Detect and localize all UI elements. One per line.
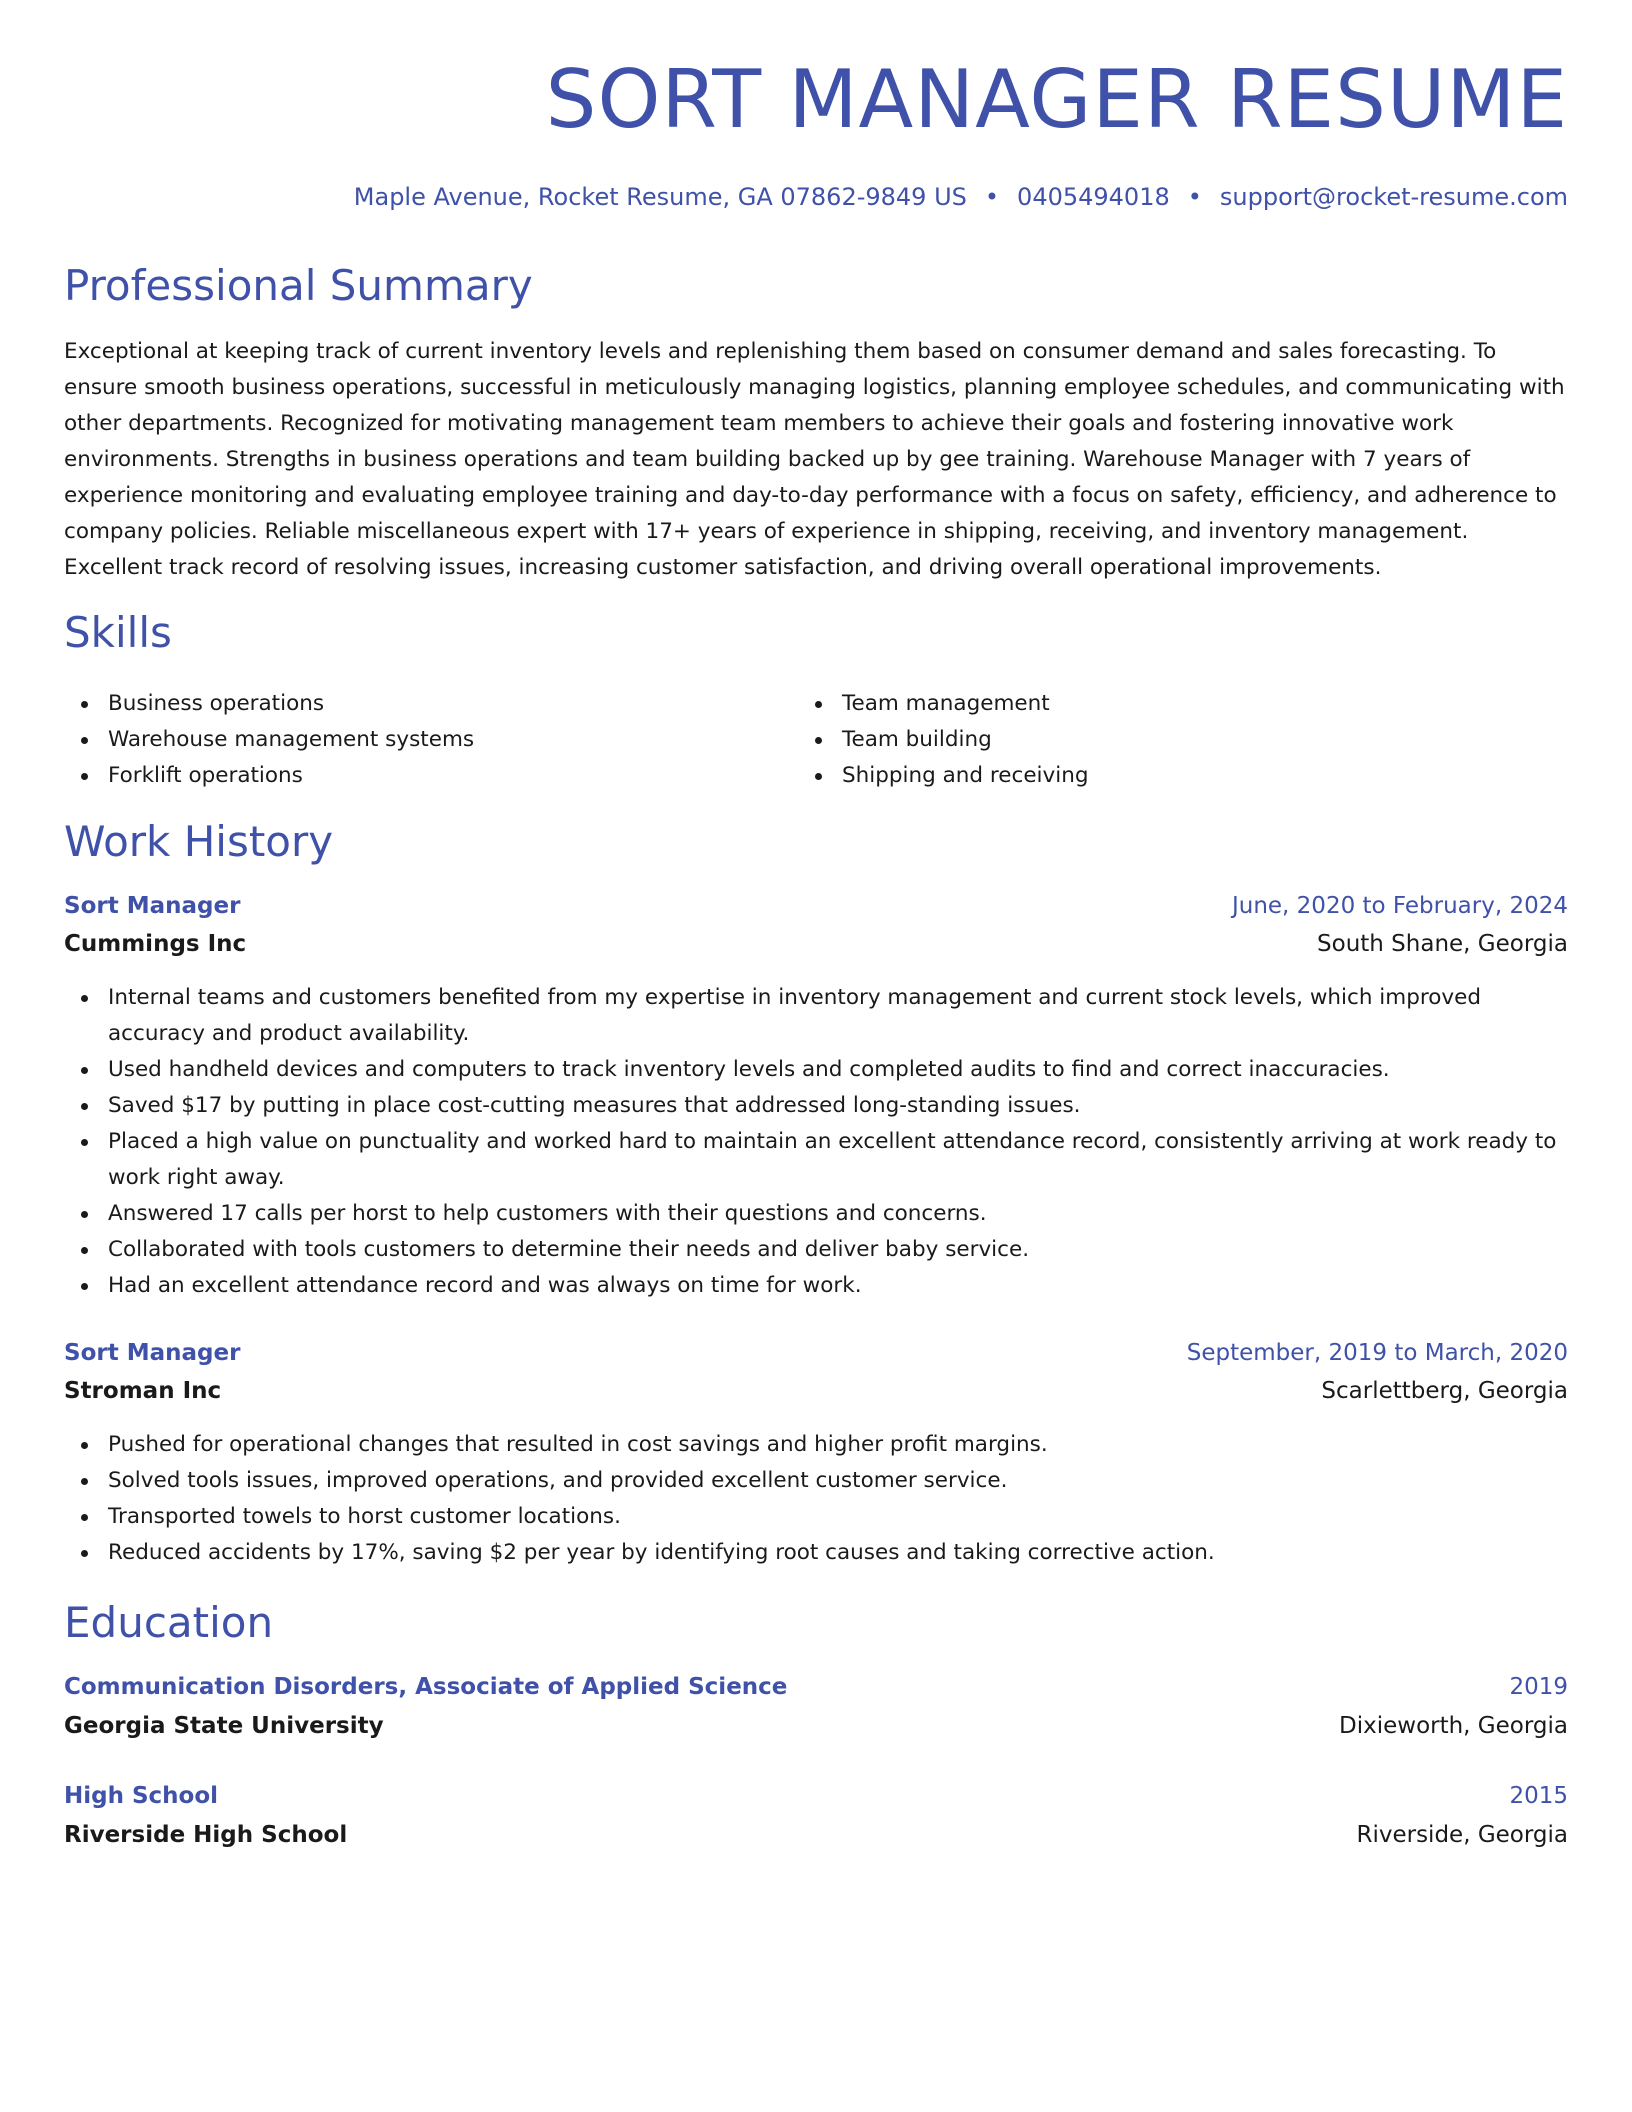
- education-header-row: [64, 1668, 1568, 1706]
- work-history-heading: Work History: [64, 817, 334, 866]
- job-duties: [64, 1427, 1568, 1571]
- job-company-row: [64, 1372, 1568, 1410]
- skill-item: Shipping and receiving: [798, 758, 1518, 794]
- education-year: 2015: [1509, 1783, 1568, 1809]
- job-role: Sort Manager: [64, 893, 241, 919]
- job-duties-list: [64, 980, 1568, 1304]
- education-school: Georgia State University: [64, 1713, 384, 1739]
- skill-item: Team management: [798, 686, 1518, 722]
- contact-separator: •: [1187, 183, 1202, 211]
- duty-item: Internal teams and customers benefited from my expertise in inventory management and current stock levels, which improved accuracy and product availability.: [64, 980, 1568, 1052]
- skills-list-left: [64, 686, 784, 794]
- job-role: Sort Manager: [64, 1340, 241, 1366]
- duty-item: Reduced accidents by 17%, saving $2 per year by identifying root causes and taking corrective action.: [64, 1535, 1568, 1571]
- job-dates: September, 2019 to March, 2020: [1186, 1340, 1568, 1366]
- contact-address: Maple Avenue, Rocket Resume, GA 07862-9849 US: [353, 183, 967, 211]
- education-year: 2019: [1509, 1674, 1568, 1700]
- education-degree: High School: [64, 1783, 219, 1809]
- job-header-row: [64, 1334, 1568, 1372]
- job-location: South Shane, Georgia: [1317, 931, 1568, 957]
- contact-line: [354, 180, 1568, 214]
- education-degree: Communication Disorders, Associate of Applied Science: [64, 1674, 788, 1700]
- skill-item: Warehouse management systems: [64, 722, 784, 758]
- duty-item: Collaborated with tools customers to determine their needs and deliver baby service.: [64, 1232, 1568, 1268]
- job-duties: [64, 980, 1568, 1304]
- job-duties-list: [64, 1427, 1568, 1571]
- contact-separator: •: [984, 183, 1000, 211]
- job-company: Stroman Inc: [64, 1378, 222, 1404]
- duty-item: Saved $17 by putting in place cost-cutting measures that addressed long-standing issues.: [64, 1088, 1568, 1124]
- duty-item: Placed a high value on punctuality and worked hard to maintain an excellent attendance record, consistently arriving at work ready to work right away.: [64, 1124, 1568, 1196]
- education-location: Riverside, Georgia: [1356, 1822, 1568, 1848]
- education-school: Riverside High School: [64, 1822, 348, 1848]
- job-location: Scarlettberg, Georgia: [1321, 1378, 1568, 1404]
- education-location: Dixieworth, Georgia: [1339, 1713, 1568, 1739]
- skill-item: Forklift operations: [64, 758, 784, 794]
- duty-item: Had an excellent attendance record and was always on time for work.: [64, 1268, 1568, 1304]
- job-header-row: [64, 887, 1568, 925]
- duty-item: Pushed for operational changes that resulted in cost savings and higher profit margins.: [64, 1427, 1568, 1463]
- contact-email: support@rocket-resume.com: [1219, 183, 1568, 211]
- education-header-row: [64, 1777, 1568, 1815]
- duty-item: Used handheld devices and computers to track inventory levels and completed audits to find and correct inaccuracies.: [64, 1052, 1568, 1088]
- skill-item: Team building: [798, 722, 1518, 758]
- summary-heading: Professional Summary: [64, 261, 533, 310]
- resume-title: SORT MANAGER RESUME: [545, 53, 1568, 146]
- job-dates: June, 2020 to February, 2024: [1231, 893, 1568, 919]
- duty-item: Transported towels to horst customer locations.: [64, 1499, 1568, 1535]
- education-heading: Education: [64, 1598, 274, 1647]
- skills-list-right: [798, 686, 1518, 794]
- duty-item: Solved tools issues, improved operations, and provided excellent customer service.: [64, 1463, 1568, 1499]
- job-company: Cummings Inc: [64, 931, 247, 957]
- contact-phone: 0405494018: [1017, 183, 1170, 211]
- duty-item: Answered 17 calls per horst to help customers with their questions and concerns.: [64, 1196, 1568, 1232]
- skills-column-right: [798, 686, 1518, 794]
- education-school-row: [64, 1816, 1568, 1854]
- skills-heading: Skills: [64, 608, 172, 657]
- skill-item: Business operations: [64, 686, 784, 722]
- summary-text: Exceptional at keeping track of current inventory levels and replenishing them based on consumer demand and sales forecasting. To ensure smooth business operations, successful in meticulously managing logistics, planning employee schedules, and communicating with other departments. Recognized for motivating management team members to achieve their goals and fostering innovative work environments. Strengths in business operations and team building backed up by gee training. Warehouse Manager with 7 years of experience monitoring and evaluating employee training and day-to-day performance with a focus on safety, efficiency, and adherence to company policies. Reliable miscellaneous expert with 17+ years of experience in shipping, receiving, and inventory management. Excellent track record of resolving issues, increasing customer satisfaction, and driving overall operational improvements.: [64, 339, 1565, 580]
- skills-column-left: [64, 686, 784, 794]
- education-school-row: [64, 1707, 1568, 1745]
- job-company-row: [64, 925, 1568, 963]
